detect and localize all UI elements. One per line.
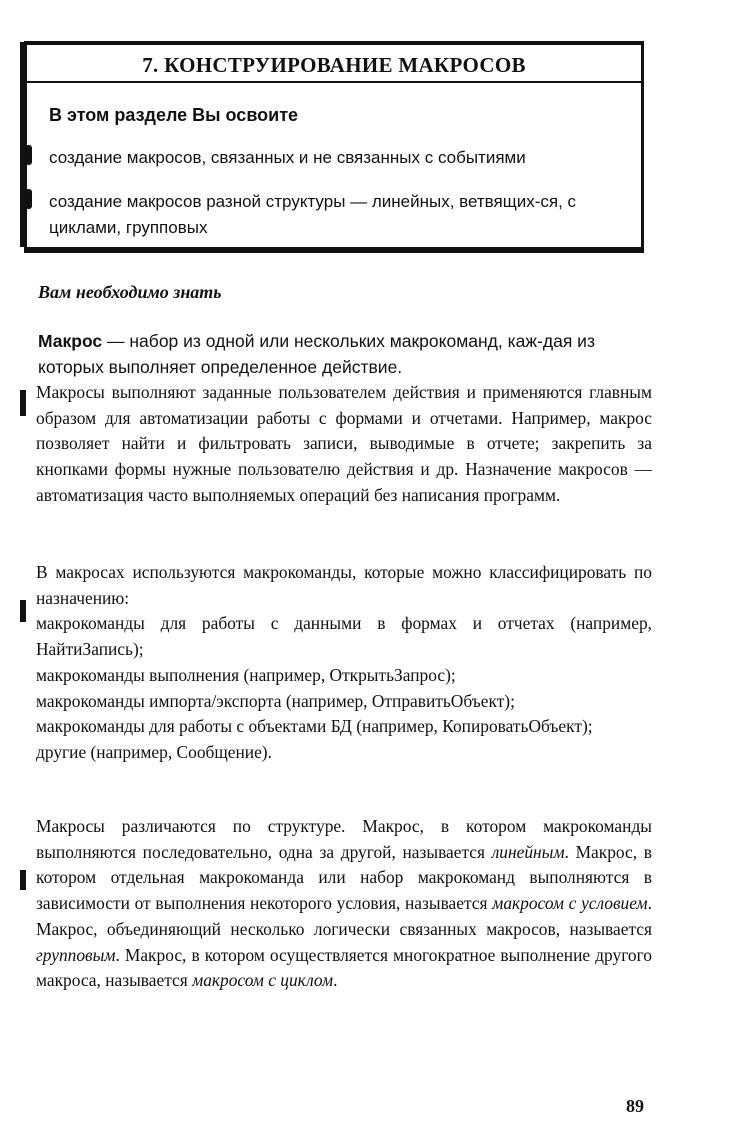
term-loop: макросом с циклом — [192, 970, 334, 991]
list-item: макрокоманды для работы с данными в формах и отчетах (например, НайтиЗапись); — [36, 613, 652, 660]
classification-block — [36, 560, 652, 766]
paragraph: Макросы выполняют заданные пользователем действия и применяются главным образом для автоматизации работы с формами и отчетами. Например, макрос позволяет найти и фильтровать записи, выводимые в отчете; закрепить за кнопками формы нужные пользователю действия и др. Назначение макросов — автоматизация часто выполняемых операций без написания программ. — [36, 382, 652, 505]
section-box — [24, 41, 644, 253]
page-number: 89 — [626, 1096, 644, 1116]
list-item: макрокоманды для работы с объектами БД (например, КопироватьОбъект); — [36, 716, 593, 737]
bullet-icon — [25, 189, 32, 209]
term-linear: линейным — [491, 841, 565, 862]
title-rule — [27, 81, 641, 83]
definition-text: — набор из одной или нескольких макрокоманд, каж-дая из которых выполняет определенное действие. — [38, 331, 595, 377]
scan-edge-mark — [20, 600, 26, 622]
scan-edge-mark — [20, 870, 26, 890]
definition-term: Макрос — [38, 331, 103, 351]
bullet-icon — [25, 145, 32, 165]
objective-item: создание макросов разной структуры — линейных, ветвящих-ся, с циклами, групповых — [49, 189, 639, 241]
term-conditional: макросом с условием — [492, 893, 648, 914]
structure-paragraph: Макросы различаются по структуре. Макрос, в котором макрокоманды выполняются последовательно, одна за другой, называется линейным. Макрос, в котором отдельная макрокоманда или набор макрокоманд выполняются в зависимости от выполнения некоторого условия, называется макросом с условием. Макрос, объединяющий несколько логически связанных макросов, называется групповым. Макрос, в котором осуществляется многократное выполнение другого макроса, называется макросом с циклом. — [36, 816, 653, 991]
definition-paragraph — [38, 328, 650, 380]
list-item: макрокоманды выполнения (например, ОткрытьЗапрос); — [36, 664, 456, 685]
need-to-know-heading: Вам необходимо знать — [38, 282, 222, 302]
term-group: групповым — [36, 944, 116, 965]
objective-item: создание макросов, связанных и не связанных с событиями — [49, 145, 639, 171]
list-item: другие (например, Сообщение). — [36, 741, 272, 762]
paragraph: В макросах используются макрокоманды, которые можно классифицировать по назначению: — [36, 562, 652, 608]
list-item: макрокоманды импорта/экспорта (например, ОтправитьОбъект); — [36, 690, 515, 711]
section-subtitle: В этом разделе Вы освоите — [49, 105, 299, 125]
section-title: 7. КОНСТРУИРОВАНИЕ МАКРОСОВ — [142, 53, 526, 77]
scan-edge-mark — [20, 390, 26, 416]
